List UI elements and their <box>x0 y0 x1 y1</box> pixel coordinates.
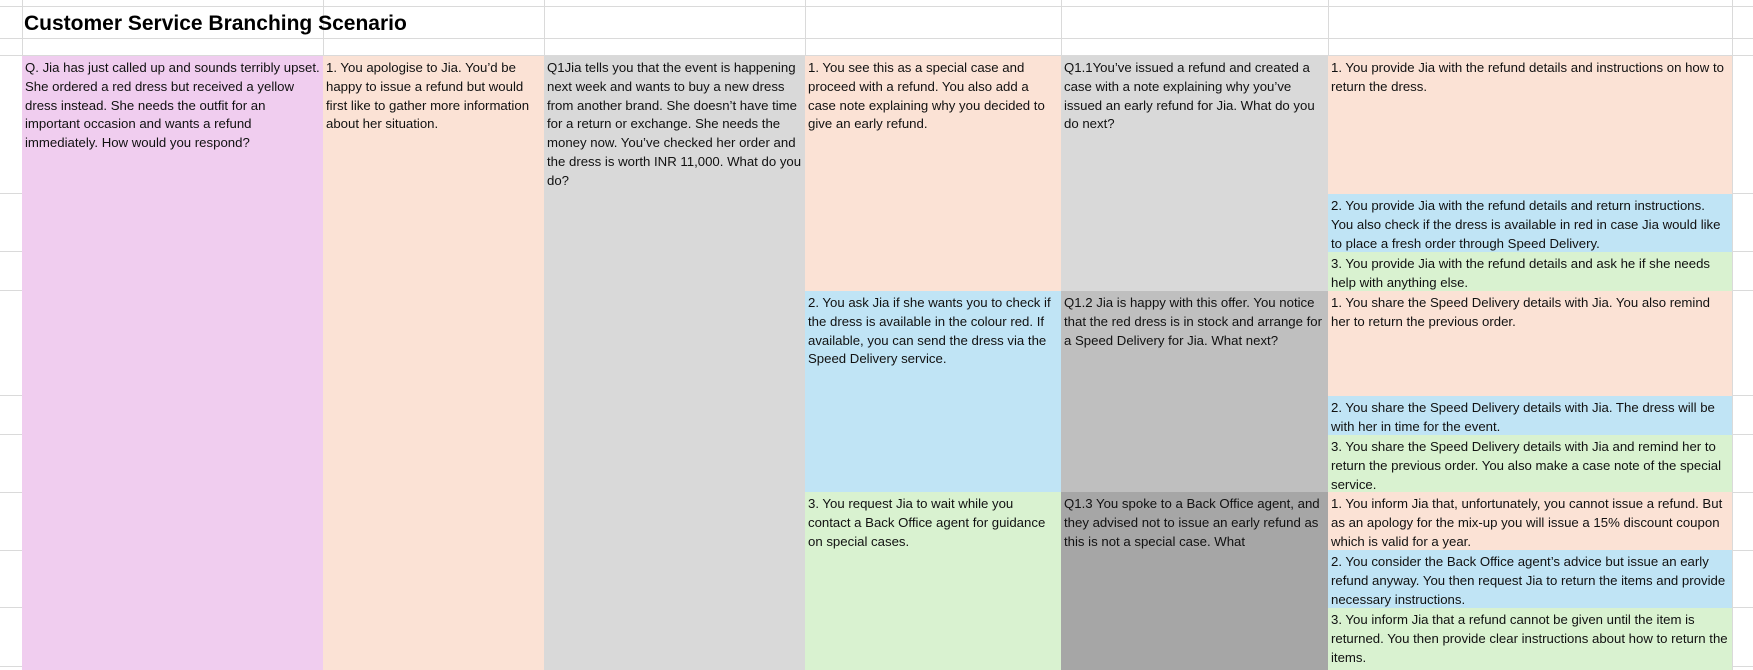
cell-q1-3[interactable]: Q1.3 You spoke to a Back Office agent, and they advised not to issue an early refund as this is not a special case. What <box>1061 492 1328 670</box>
cell-option-1[interactable]: 1. You see this as a special case and proceed with a refund. You also add a case note explaining why you decided to give an early refund. <box>805 56 1061 291</box>
cell-answer-1-3-2[interactable]: 2. You consider the Back Office agent’s advice but issue an early refund anyway. You then request Jia to return the items and provide necessary instructions. <box>1328 550 1732 608</box>
cell-answer-1-3-3[interactable]: 3. You inform Jia that a refund cannot be given until the item is returned. You then provide clear instructions about how to return the items. <box>1328 608 1732 670</box>
gridline <box>1732 0 1733 670</box>
cell-response-1[interactable]: 1. You apologise to Jia. You’d be happy to issue a refund but would first like to gather more information about her situation. <box>323 56 544 670</box>
cell-answer-1-3-1[interactable]: 1. You inform Jia that, unfortunately, you cannot issue a refund. But as an apology for the mix-up you will issue a 15% discount coupon which is valid for a year. <box>1328 492 1732 550</box>
cell-answer-1-2-3[interactable]: 3. You share the Speed Delivery details with Jia and remind her to return the previous order. You also make a case note of the special service. <box>1328 435 1732 492</box>
cell-q1-2[interactable]: Q1.2 Jia is happy with this offer. You notice that the red dress is in stock and arrange for a Speed Delivery for Jia. What next? <box>1061 291 1328 492</box>
cell-answer-1-2-1[interactable]: 1. You share the Speed Delivery details with Jia. You also remind her to return the previous order. <box>1328 291 1732 396</box>
gridline <box>0 6 1753 7</box>
cell-option-3[interactable]: 3. You request Jia to wait while you contact a Back Office agent for guidance on special cases. <box>805 492 1061 670</box>
cell-question-main[interactable]: Q. Jia has just called up and sounds terribly upset. She ordered a red dress but received a yellow dress instead. She needs the outfit for an important occasion and wants a refund immediately. How would you respond? <box>22 56 323 670</box>
cell-option-2[interactable]: 2. You ask Jia if she wants you to check if the dress is available in the colour red. If available, you can send the dress via the Speed Delivery service. <box>805 291 1061 492</box>
sheet-title[interactable]: Customer Service Branching Scenario <box>24 12 407 35</box>
cell-answer-1-1-1[interactable]: 1. You provide Jia with the refund details and instructions on how to return the dress. <box>1328 56 1732 194</box>
cell-answer-1-2-2[interactable]: 2. You share the Speed Delivery details with Jia. The dress will be with her in time for the event. <box>1328 396 1732 435</box>
cell-answer-1-1-2[interactable]: 2. You provide Jia with the refund details and return instructions. You also check if the dress is available in red in case Jia would like to place a fresh order through Speed Delivery. <box>1328 194 1732 252</box>
cell-q1-1[interactable]: Q1.1You’ve issued a refund and created a case with a note explaining why you’ve issued an early refund for Jia. What do you do next? <box>1061 56 1328 291</box>
cell-q1[interactable]: Q1Jia tells you that the event is happening next week and wants to buy a new dress from another brand. She doesn’t have time for a return or exchange. She needs the money now. You’ve checked her order and the dress is worth INR 11,000. What do you do? <box>544 56 805 670</box>
cell-answer-1-1-3[interactable]: 3. You provide Jia with the refund details and ask he if she needs help with anything else. <box>1328 252 1732 291</box>
gridline <box>0 38 1753 39</box>
